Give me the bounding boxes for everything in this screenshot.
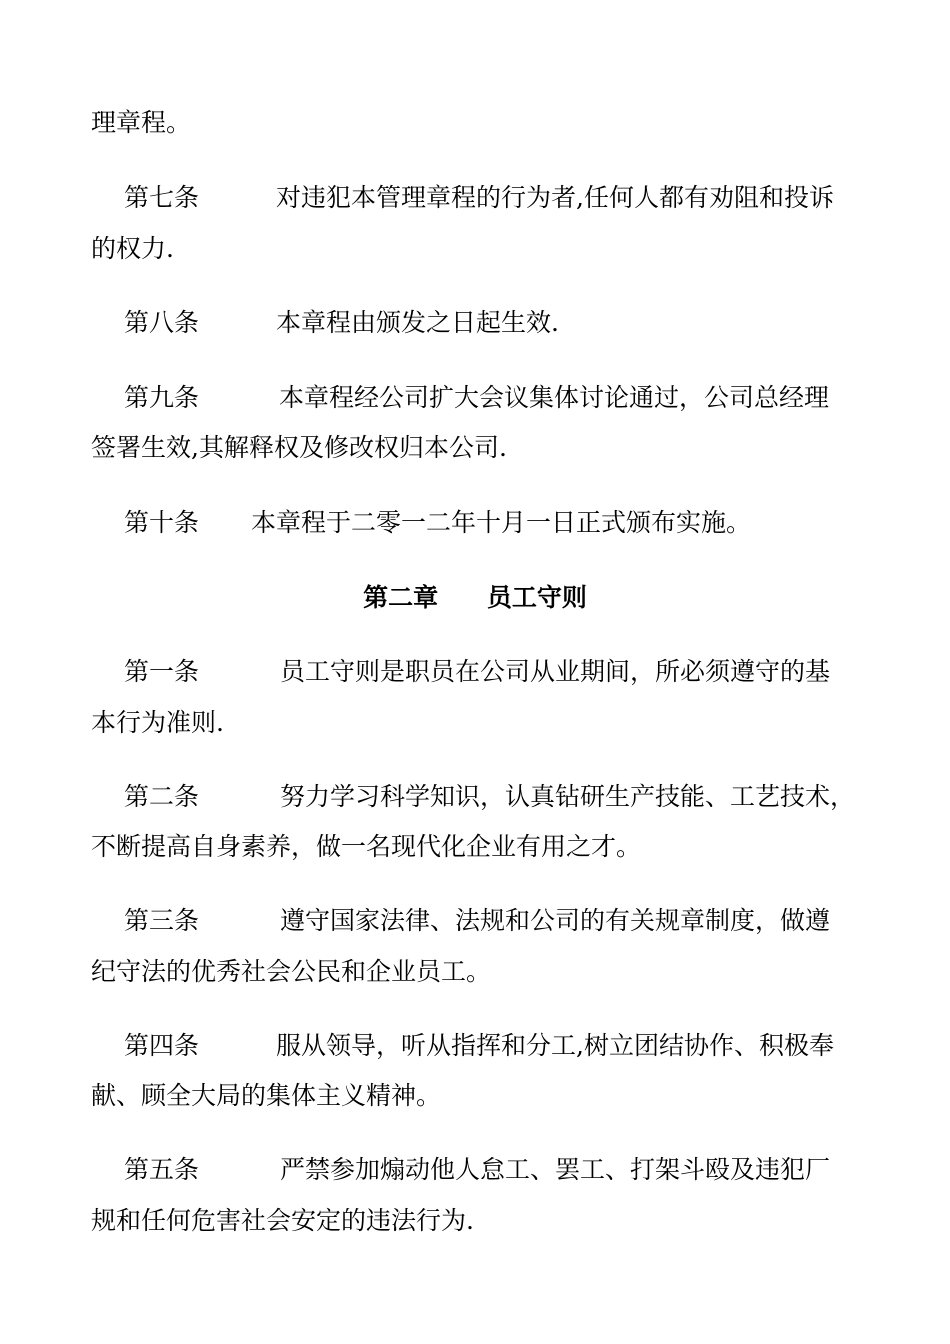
article-text: 遵守国家法律、法规和公司的有关规章制度，做遵 (280, 906, 831, 935)
article-2 (124, 782, 864, 812)
article-2-continuation: 不断提高自身素养，做一名现代化企业有用之才。 (91, 832, 642, 861)
article-text: 本章程于二零一二年十月一日正式颁布实施。 (251, 508, 752, 537)
article-label: 第一条 (124, 657, 200, 686)
article-text: 严禁参加煽动他人怠工、罢工、打架斗殴及违犯厂 (280, 1155, 831, 1184)
article-text: 员工守则是职员在公司从业期间，所必须遵守的基 (280, 657, 831, 686)
article-7-continuation: 的权力. (91, 234, 174, 263)
article-5 (124, 1155, 864, 1185)
article-5-continuation: 规和任何危害社会安定的违法行为. (91, 1206, 474, 1235)
article-label: 第四条 (124, 1031, 200, 1060)
article-label: 第十条 (124, 508, 200, 537)
article-4-continuation: 献、顾全大局的集体主义精神。 (91, 1081, 442, 1110)
article-3-continuation: 纪守法的优秀社会公民和企业员工。 (91, 957, 492, 986)
article-1 (124, 657, 864, 687)
article-4 (124, 1031, 864, 1061)
article-label: 第三条 (124, 906, 200, 935)
article-label: 第五条 (124, 1155, 200, 1184)
article-text: 对违犯本管理章程的行为者,任何人都有劝阻和投诉 (276, 183, 834, 212)
article-7 (124, 183, 864, 213)
article-3 (124, 906, 864, 936)
chapter-title: 员工守则 (486, 583, 587, 612)
article-text: 本章程经公司扩大会议集体讨论通过，公司总经理 (279, 383, 830, 412)
article-label: 第七条 (124, 183, 200, 212)
chapter-heading (0, 583, 950, 613)
chapter-number: 第二章 (363, 583, 439, 612)
article-text: 服从领导，听从指挥和分工,树立团结协作、积极奉 (276, 1031, 834, 1060)
article-8 (124, 308, 864, 338)
article-label: 第九条 (124, 383, 200, 412)
article-9 (124, 383, 864, 413)
article-1-continuation: 本行为准则. (91, 708, 224, 737)
article-label: 第二条 (124, 782, 200, 811)
article-10 (124, 508, 864, 538)
article-label: 第八条 (124, 308, 200, 337)
article-text: 本章程由颁发之日起生效. (276, 308, 559, 337)
article-9-continuation: 签署生效,其解释权及修改权归本公司. (91, 433, 507, 462)
article-text: 努力学习科学知识，认真钻研生产技能、工艺技术， (280, 782, 856, 811)
continuation-text: 理章程。 (91, 108, 192, 137)
